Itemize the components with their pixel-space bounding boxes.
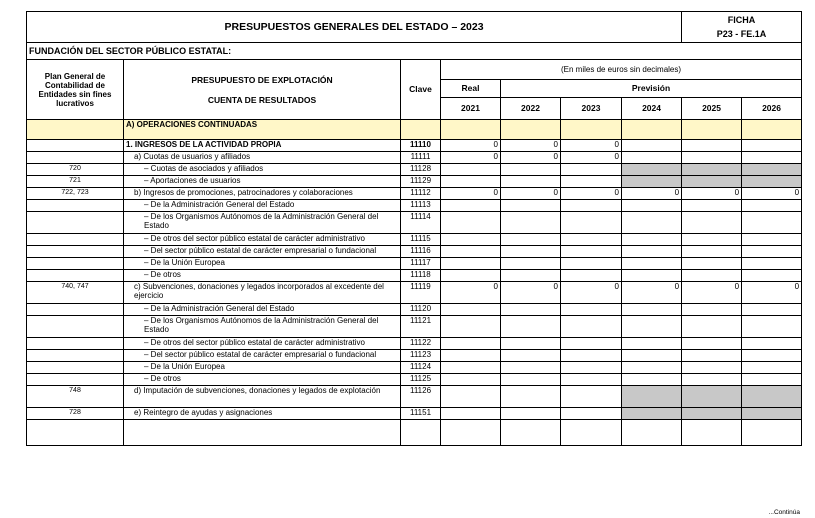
row-label: – De la Unión Europea [124, 258, 401, 270]
value-cell[interactable] [742, 176, 802, 188]
value-cell [124, 420, 401, 446]
value-cell[interactable] [742, 200, 802, 212]
account-code [27, 140, 124, 152]
table-row [27, 408, 802, 420]
value-cell[interactable] [682, 234, 742, 246]
row-label: – Cuotas de asociados y afiliados [124, 164, 401, 176]
row-label: – De la Administración General del Estado [124, 200, 401, 212]
year-header: 2026 [742, 98, 802, 120]
value-cell[interactable] [742, 338, 802, 350]
value-cell [622, 420, 682, 446]
plan-header: Plan General de Contabilidad de Entidades sin fines lucrativos [27, 60, 124, 120]
value-cell[interactable] [501, 212, 561, 234]
row-label: – Del sector público estatal de carácter empresarial o fundacional [124, 350, 401, 362]
account-code [27, 246, 124, 258]
clave-cell: 11121 [401, 316, 441, 338]
value-cell[interactable] [742, 140, 802, 152]
value-cell[interactable] [622, 234, 682, 246]
ficha-code: P23 - FE.1A [716, 29, 767, 39]
row-label: – De la Administración General del Estado [124, 304, 401, 316]
account-label: CUENTA DE RESULTADOS [207, 94, 317, 105]
clave-cell: 11128 [401, 164, 441, 176]
row-label: – De la Unión Europea [124, 362, 401, 374]
value-cell[interactable] [561, 350, 622, 362]
value-cell[interactable] [561, 338, 622, 350]
value-cell [27, 420, 124, 446]
value-cell[interactable] [441, 234, 501, 246]
value-cell[interactable] [441, 316, 501, 338]
value-cell[interactable] [622, 152, 682, 164]
account-code: 748 [27, 386, 124, 408]
account-code: 740, 747 [27, 282, 124, 304]
value-cell[interactable] [622, 212, 682, 234]
budget-sheet [26, 11, 800, 446]
value-cell[interactable] [682, 386, 742, 408]
value-cell[interactable]: 0 [501, 152, 561, 164]
value-cell [742, 420, 802, 446]
value-cell [682, 420, 742, 446]
ficha-label: FICHA [727, 15, 756, 25]
value-cell[interactable] [682, 176, 742, 188]
row-label: – Del sector público estatal de carácter empresarial o fundacional [124, 246, 401, 258]
real-header: Real [441, 80, 501, 98]
value-cell[interactable] [742, 374, 802, 386]
clave-cell: 11125 [401, 374, 441, 386]
row-label: – De otros del sector público estatal de carácter administrativo [124, 338, 401, 350]
value-cell[interactable] [501, 408, 561, 420]
clave-cell: 11113 [401, 200, 441, 212]
value-cell [441, 420, 501, 446]
account-code [27, 316, 124, 338]
account-code: 728 [27, 408, 124, 420]
organization-label: FUNDACIÓN DEL SECTOR PÚBLICO ESTATAL: [27, 43, 802, 60]
continues-note: ...Continúa [768, 509, 800, 516]
value-cell [401, 420, 441, 446]
value-cell[interactable] [622, 316, 682, 338]
clave-cell: 11119 [401, 282, 441, 304]
value-cell[interactable] [561, 304, 622, 316]
value-cell[interactable] [441, 386, 501, 408]
value-cell[interactable] [742, 270, 802, 282]
row-label: – Aportaciones de usuarios [124, 176, 401, 188]
budget-label: PRESUPUESTO DE EXPLOTACIÓN [191, 74, 333, 85]
table-row [27, 152, 802, 164]
value-cell [561, 420, 622, 446]
prevision-header: Previsión [501, 80, 802, 98]
value-cell[interactable]: 0 [622, 282, 682, 304]
account-code [27, 234, 124, 246]
value-cell[interactable] [742, 304, 802, 316]
budget-header [124, 60, 401, 120]
value-cell[interactable] [682, 350, 742, 362]
value-cell[interactable] [501, 386, 561, 408]
account-code [27, 350, 124, 362]
value-cell[interactable] [622, 374, 682, 386]
value-cell[interactable] [561, 246, 622, 258]
table-row [27, 362, 802, 374]
value-cell[interactable] [742, 164, 802, 176]
table-row [27, 282, 802, 304]
value-cell[interactable] [501, 176, 561, 188]
row-label: e) Reintegro de ayudas y asignaciones [124, 408, 401, 420]
account-code: 722, 723 [27, 188, 124, 200]
value-cell[interactable] [682, 212, 742, 234]
value-cell[interactable] [561, 234, 622, 246]
table-row [27, 338, 802, 350]
value-cell[interactable] [682, 258, 742, 270]
value-cell [501, 120, 561, 140]
value-cell[interactable]: 0 [561, 188, 622, 200]
clave-cell: 11151 [401, 408, 441, 420]
account-code [27, 338, 124, 350]
table-row [27, 420, 802, 446]
value-cell[interactable] [441, 304, 501, 316]
value-cell[interactable] [622, 258, 682, 270]
value-cell[interactable] [682, 246, 742, 258]
clave-cell: 11115 [401, 234, 441, 246]
value-cell[interactable] [501, 316, 561, 338]
value-cell[interactable]: 0 [742, 188, 802, 200]
value-cell[interactable]: 0 [501, 188, 561, 200]
value-cell [742, 120, 802, 140]
value-cell[interactable] [682, 374, 742, 386]
value-cell[interactable] [742, 316, 802, 338]
row-label: d) Imputación de subvenciones, donaciones y legados de explotación [124, 386, 401, 408]
value-cell[interactable]: 0 [501, 282, 561, 304]
value-cell[interactable] [622, 350, 682, 362]
account-code [27, 200, 124, 212]
account-code [27, 374, 124, 386]
value-cell[interactable] [561, 200, 622, 212]
value-cell[interactable] [622, 246, 682, 258]
budget-table [26, 11, 802, 446]
value-cell[interactable] [682, 164, 742, 176]
value-cell[interactable] [742, 246, 802, 258]
value-cell[interactable] [742, 408, 802, 420]
value-cell[interactable] [501, 362, 561, 374]
row-label: a) Cuotas de usuarios y afiliados [124, 152, 401, 164]
value-cell [561, 120, 622, 140]
value-cell[interactable] [501, 200, 561, 212]
value-cell[interactable] [742, 386, 802, 408]
value-cell [622, 120, 682, 140]
table-row [27, 200, 802, 212]
year-header: 2023 [561, 98, 622, 120]
value-cell[interactable] [742, 350, 802, 362]
row-label: – De otros [124, 374, 401, 386]
table-row [27, 234, 802, 246]
value-cell[interactable] [441, 338, 501, 350]
value-cell[interactable] [742, 258, 802, 270]
page-title: PRESUPUESTOS GENERALES DEL ESTADO – 2023 [27, 12, 682, 43]
units-note: (En miles de euros sin decimales) [441, 60, 802, 80]
table-row [27, 140, 802, 152]
year-header: 2025 [682, 98, 742, 120]
year-header: 2022 [501, 98, 561, 120]
value-cell[interactable] [561, 362, 622, 374]
value-cell[interactable] [501, 234, 561, 246]
value-cell[interactable]: 0 [682, 282, 742, 304]
clave-header: Clave [401, 60, 441, 120]
value-cell[interactable] [622, 362, 682, 374]
value-cell[interactable] [441, 408, 501, 420]
table-row [27, 120, 802, 140]
row-label: 1. INGRESOS DE LA ACTIVIDAD PROPIA [124, 140, 401, 152]
value-cell[interactable]: 0 [561, 282, 622, 304]
year-header: 2024 [622, 98, 682, 120]
value-cell[interactable] [441, 200, 501, 212]
value-cell[interactable]: 0 [441, 152, 501, 164]
value-cell[interactable] [501, 258, 561, 270]
value-cell[interactable] [441, 362, 501, 374]
table-row [27, 386, 802, 408]
value-cell [401, 120, 441, 140]
table-row [27, 246, 802, 258]
row-label: – De otros [124, 270, 401, 282]
value-cell[interactable] [441, 374, 501, 386]
value-cell[interactable] [742, 234, 802, 246]
account-code: 720 [27, 164, 124, 176]
value-cell[interactable] [501, 338, 561, 350]
clave-cell: 11120 [401, 304, 441, 316]
table-row [27, 350, 802, 362]
value-cell[interactable] [622, 164, 682, 176]
value-cell[interactable] [682, 152, 742, 164]
row-label: b) Ingresos de promociones, patrocinadores y colaboraciones [124, 188, 401, 200]
value-cell [441, 120, 501, 140]
value-cell[interactable] [441, 270, 501, 282]
clave-cell: 11129 [401, 176, 441, 188]
row-label: – De los Organismos Autónomos de la Administración General del Estado [124, 212, 401, 234]
clave-cell: 11122 [401, 338, 441, 350]
value-cell[interactable]: 0 [622, 188, 682, 200]
value-cell[interactable] [682, 200, 742, 212]
value-cell[interactable] [561, 316, 622, 338]
value-cell[interactable] [501, 374, 561, 386]
value-cell[interactable] [441, 212, 501, 234]
table-row [27, 374, 802, 386]
account-code [27, 212, 124, 234]
clave-cell: 11124 [401, 362, 441, 374]
value-cell[interactable] [441, 246, 501, 258]
value-cell[interactable] [441, 350, 501, 362]
account-code [27, 270, 124, 282]
value-cell[interactable] [622, 176, 682, 188]
value-cell[interactable]: 0 [742, 282, 802, 304]
value-cell[interactable] [682, 140, 742, 152]
clave-cell: 11126 [401, 386, 441, 408]
value-cell[interactable]: 0 [441, 140, 501, 152]
value-cell[interactable] [501, 270, 561, 282]
value-cell[interactable] [682, 338, 742, 350]
value-cell[interactable]: 0 [441, 282, 501, 304]
account-code: 721 [27, 176, 124, 188]
value-cell[interactable] [682, 362, 742, 374]
table-row [27, 304, 802, 316]
value-cell[interactable] [682, 270, 742, 282]
row-label: c) Subvenciones, donaciones y legados incorporados al excedente del ejercicio [124, 282, 401, 304]
clave-cell: 11111 [401, 152, 441, 164]
code-cell [27, 120, 124, 140]
value-cell[interactable]: 0 [441, 188, 501, 200]
row-label: – De los Organismos Autónomos de la Administración General del Estado [124, 316, 401, 338]
value-cell[interactable] [622, 140, 682, 152]
table-row [27, 316, 802, 338]
value-cell [501, 420, 561, 446]
table-row [27, 176, 802, 188]
value-cell[interactable]: 0 [501, 140, 561, 152]
value-cell[interactable] [561, 176, 622, 188]
year-header: 2021 [441, 98, 501, 120]
value-cell[interactable] [561, 258, 622, 270]
value-cell[interactable] [622, 408, 682, 420]
row-label: – De otros del sector público estatal de carácter administrativo [124, 234, 401, 246]
section-label: A) OPERACIONES CONTINUADAS [124, 120, 401, 140]
account-code [27, 304, 124, 316]
value-cell[interactable] [682, 408, 742, 420]
value-cell[interactable] [622, 200, 682, 212]
value-cell[interactable] [501, 246, 561, 258]
value-cell[interactable] [501, 304, 561, 316]
value-cell[interactable]: 0 [682, 188, 742, 200]
table-row [27, 258, 802, 270]
value-cell[interactable] [742, 152, 802, 164]
clave-cell: 11110 [401, 140, 441, 152]
value-cell[interactable] [742, 362, 802, 374]
clave-cell: 11123 [401, 350, 441, 362]
account-code [27, 258, 124, 270]
value-cell[interactable] [561, 374, 622, 386]
value-cell[interactable] [561, 386, 622, 408]
ficha-box [682, 12, 802, 43]
value-cell[interactable] [501, 164, 561, 176]
value-cell[interactable] [441, 164, 501, 176]
value-cell[interactable] [682, 304, 742, 316]
account-code [27, 362, 124, 374]
value-cell[interactable]: 0 [561, 152, 622, 164]
clave-cell: 11116 [401, 246, 441, 258]
value-cell[interactable] [561, 270, 622, 282]
value-cell[interactable] [441, 176, 501, 188]
value-cell [682, 120, 742, 140]
clave-cell: 11117 [401, 258, 441, 270]
value-cell[interactable] [622, 386, 682, 408]
table-row [27, 164, 802, 176]
value-cell[interactable] [622, 270, 682, 282]
value-cell[interactable] [561, 408, 622, 420]
value-cell[interactable] [501, 350, 561, 362]
clave-cell: 11112 [401, 188, 441, 200]
value-cell[interactable] [682, 316, 742, 338]
table-row [27, 188, 802, 200]
value-cell[interactable] [622, 304, 682, 316]
value-cell[interactable] [622, 338, 682, 350]
value-cell[interactable]: 0 [561, 140, 622, 152]
value-cell[interactable] [561, 212, 622, 234]
clave-cell: 11118 [401, 270, 441, 282]
account-code [27, 152, 124, 164]
value-cell[interactable] [561, 164, 622, 176]
table-row [27, 270, 802, 282]
table-row [27, 212, 802, 234]
value-cell[interactable] [441, 258, 501, 270]
value-cell[interactable] [742, 212, 802, 234]
clave-cell: 11114 [401, 212, 441, 234]
